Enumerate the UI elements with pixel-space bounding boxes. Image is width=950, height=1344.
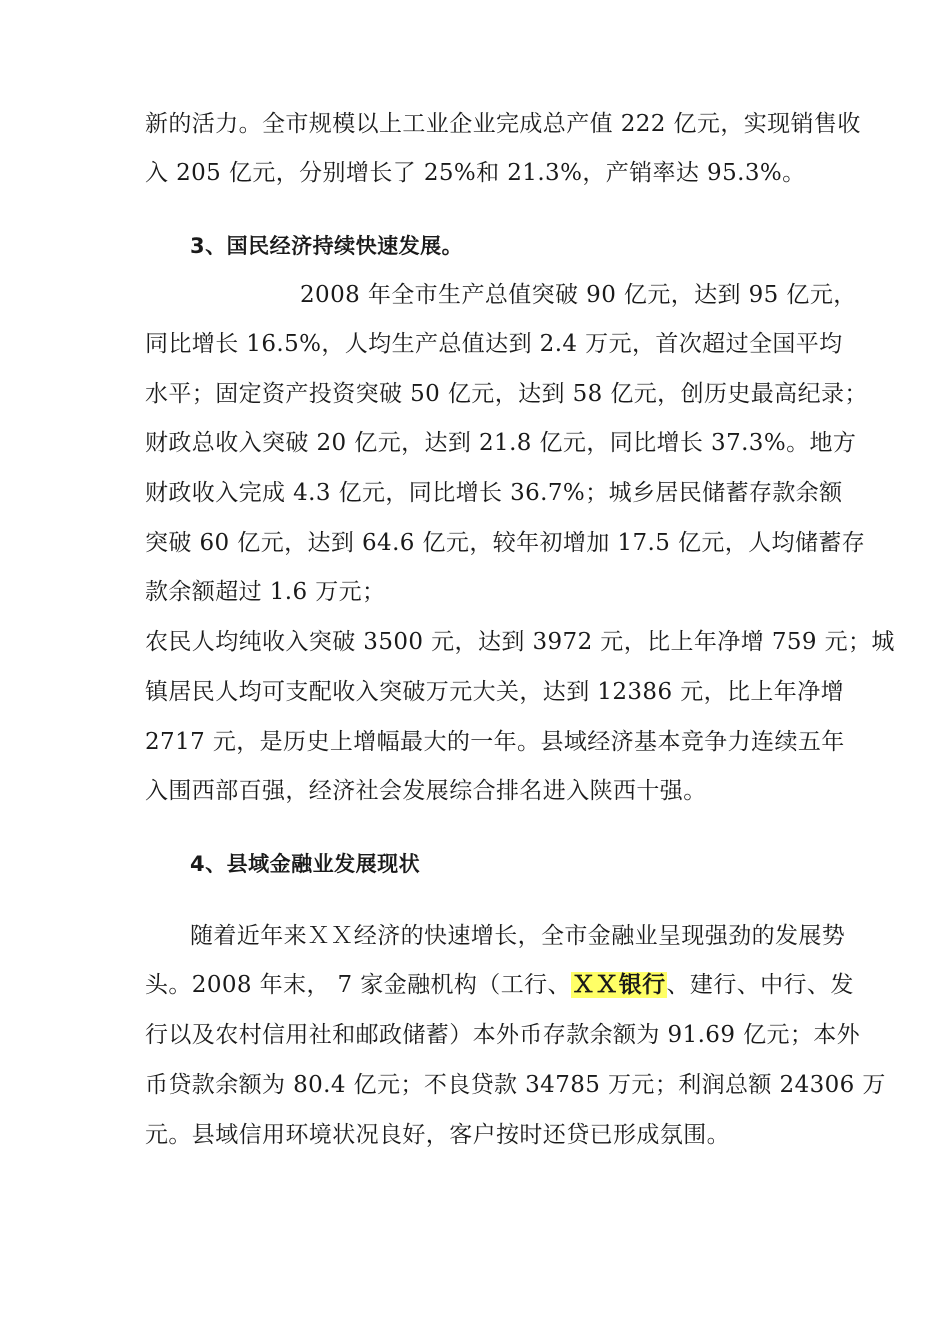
line-text-before: 头。2008 年末， 7 家金融机构（工行、	[145, 972, 571, 998]
paragraph-line	[145, 970, 854, 1000]
paragraph-line: 2717 元，是历史上增幅最大的一年。县域经济基本竞争力连续五年	[145, 729, 845, 755]
paragraph-line: 新的活力。全市规模以上工业企业完成总产值 222 亿元，实现销售收	[145, 111, 861, 137]
paragraph-line: 元。县域信用环境状况良好，客户按时还贷已形成氛围。	[145, 1122, 730, 1148]
paragraph-line: 突破 60 亿元，达到 64.6 亿元，较年初增加 17.5 亿元，人均储蓄存	[145, 530, 866, 556]
highlighted-bank-name: ＸＸ银行	[571, 972, 666, 998]
paragraph-line: 币贷款余额为 80.4 亿元；不良贷款 34785 万元；利润总额 24306 万	[145, 1072, 886, 1098]
paragraph-line: 2008 年全市生产总值突破 90 亿元，达到 95 亿元，	[300, 282, 857, 308]
paragraph-line: 入围西部百强，经济社会发展综合排名进入陕西十强。	[145, 778, 707, 804]
paragraph-line: 财政收入完成 4.3 亿元，同比增长 36.7%；城乡居民储蓄存款余额	[145, 480, 843, 506]
paragraph-line: 随着近年来ＸＸ经济的快速增长，全市金融业呈现强劲的发展势	[190, 923, 846, 949]
section-heading: 3、国民经济持续快速发展。	[190, 234, 464, 258]
paragraph-line: 款余额超过 1.6 万元；	[145, 579, 386, 605]
line-text-after: 、建行、中行、发	[666, 972, 854, 998]
section-heading: 4、县域金融业发展现状	[190, 852, 421, 876]
paragraph-line: 行以及农村信用社和邮政储蓄）本外币存款余额为 91.69 亿元；本外	[145, 1022, 861, 1048]
paragraph-line: 农民人均纯收入突破 3500 元，达到 3972 元，比上年净增 759 元；城	[145, 629, 895, 655]
paragraph-line: 财政总收入突破 20 亿元，达到 21.8 亿元，同比增长 37.3%。地方	[145, 430, 857, 456]
paragraph-line: 同比增长 16.5%，人均生产总值达到 2.4 万元，首次超过全国平均	[145, 331, 843, 357]
paragraph-line: 水平；固定资产投资突破 50 亿元，达到 58 亿元，创历史最高纪录；	[145, 381, 868, 407]
paragraph-line: 镇居民人均可支配收入突破万元大关，达到 12386 元，比上年净增	[145, 679, 844, 705]
paragraph-line: 入 205 亿元，分别增长了 25%和 21.3%，产销率达 95.3%。	[145, 160, 806, 186]
